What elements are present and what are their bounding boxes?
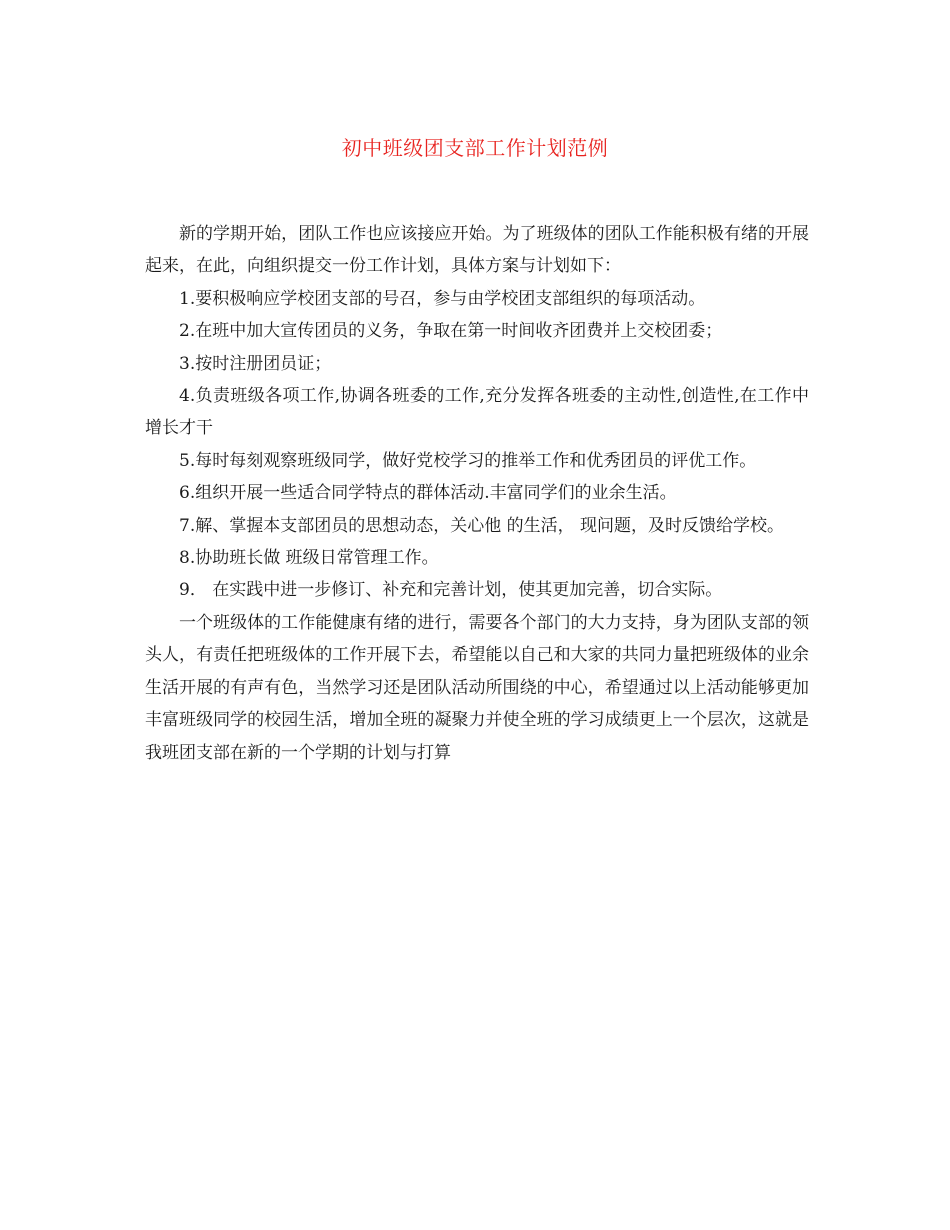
plan-item-2: 2.在班中加大宣传团员的义务，争取在第一时间收齐团费并上交校团委；: [179, 321, 723, 342]
plan-item-4: 4.负责班级各项工作,协调各班委的工作,充分发挥各班委的主动性,创造性,在工作中增长才干: [145, 386, 809, 439]
plan-item-5: 5.每时每刻观察班级同学，做好党校学习的推举工作和优秀团员的评优工作。: [179, 450, 757, 471]
plan-item-3: 3.按时注册团员证；: [179, 353, 332, 374]
document-body: [145, 218, 809, 769]
plan-item-7: 7.解、掌握本支部团员的思想动态，关心他 的生活， 现问题，及时反馈给学校。: [179, 515, 785, 536]
plan-item-1: 1.要积极响应学校团支部的号召，参与由学校团支部组织的每项活动。: [179, 288, 706, 309]
closing-paragraph: 一个班级体的工作能健康有绪的进行，需要各个部门的大力支持，身为团队支部的领头人，有责任把班级体的工作开展下去，希望能以自己和大家的共同力量把班级体的业余生活开展的有声有色，当然学习还是团队活动所围绕的中心，希望通过以上活动能够更加丰富班级同学的校园生活，增加全班的凝聚力并使全班的学习成绩更上一个层次，这就是我班团支部在新的一个学期的计划与打算: [145, 612, 809, 763]
plan-item-6: 6.组织开展一些适合同学特点的群体活动.丰富同学们的业余生活。: [179, 483, 677, 504]
document-title: 初中班级团支部工作计划范例: [341, 136, 609, 160]
plan-item-9: 9． 在实践中进一步修订、补充和完善计划，使其更加完善，切合实际。: [179, 580, 723, 601]
intro-paragraph: 新的学期开始，团队工作也应该接应开始。为了班级体的团队工作能积极有绪的开展起来，在此，向组织提交一份工作计划，具体方案与计划如下：: [145, 224, 809, 277]
plan-item-8: 8.协助班长做 班级日常管理工作。: [179, 548, 439, 569]
